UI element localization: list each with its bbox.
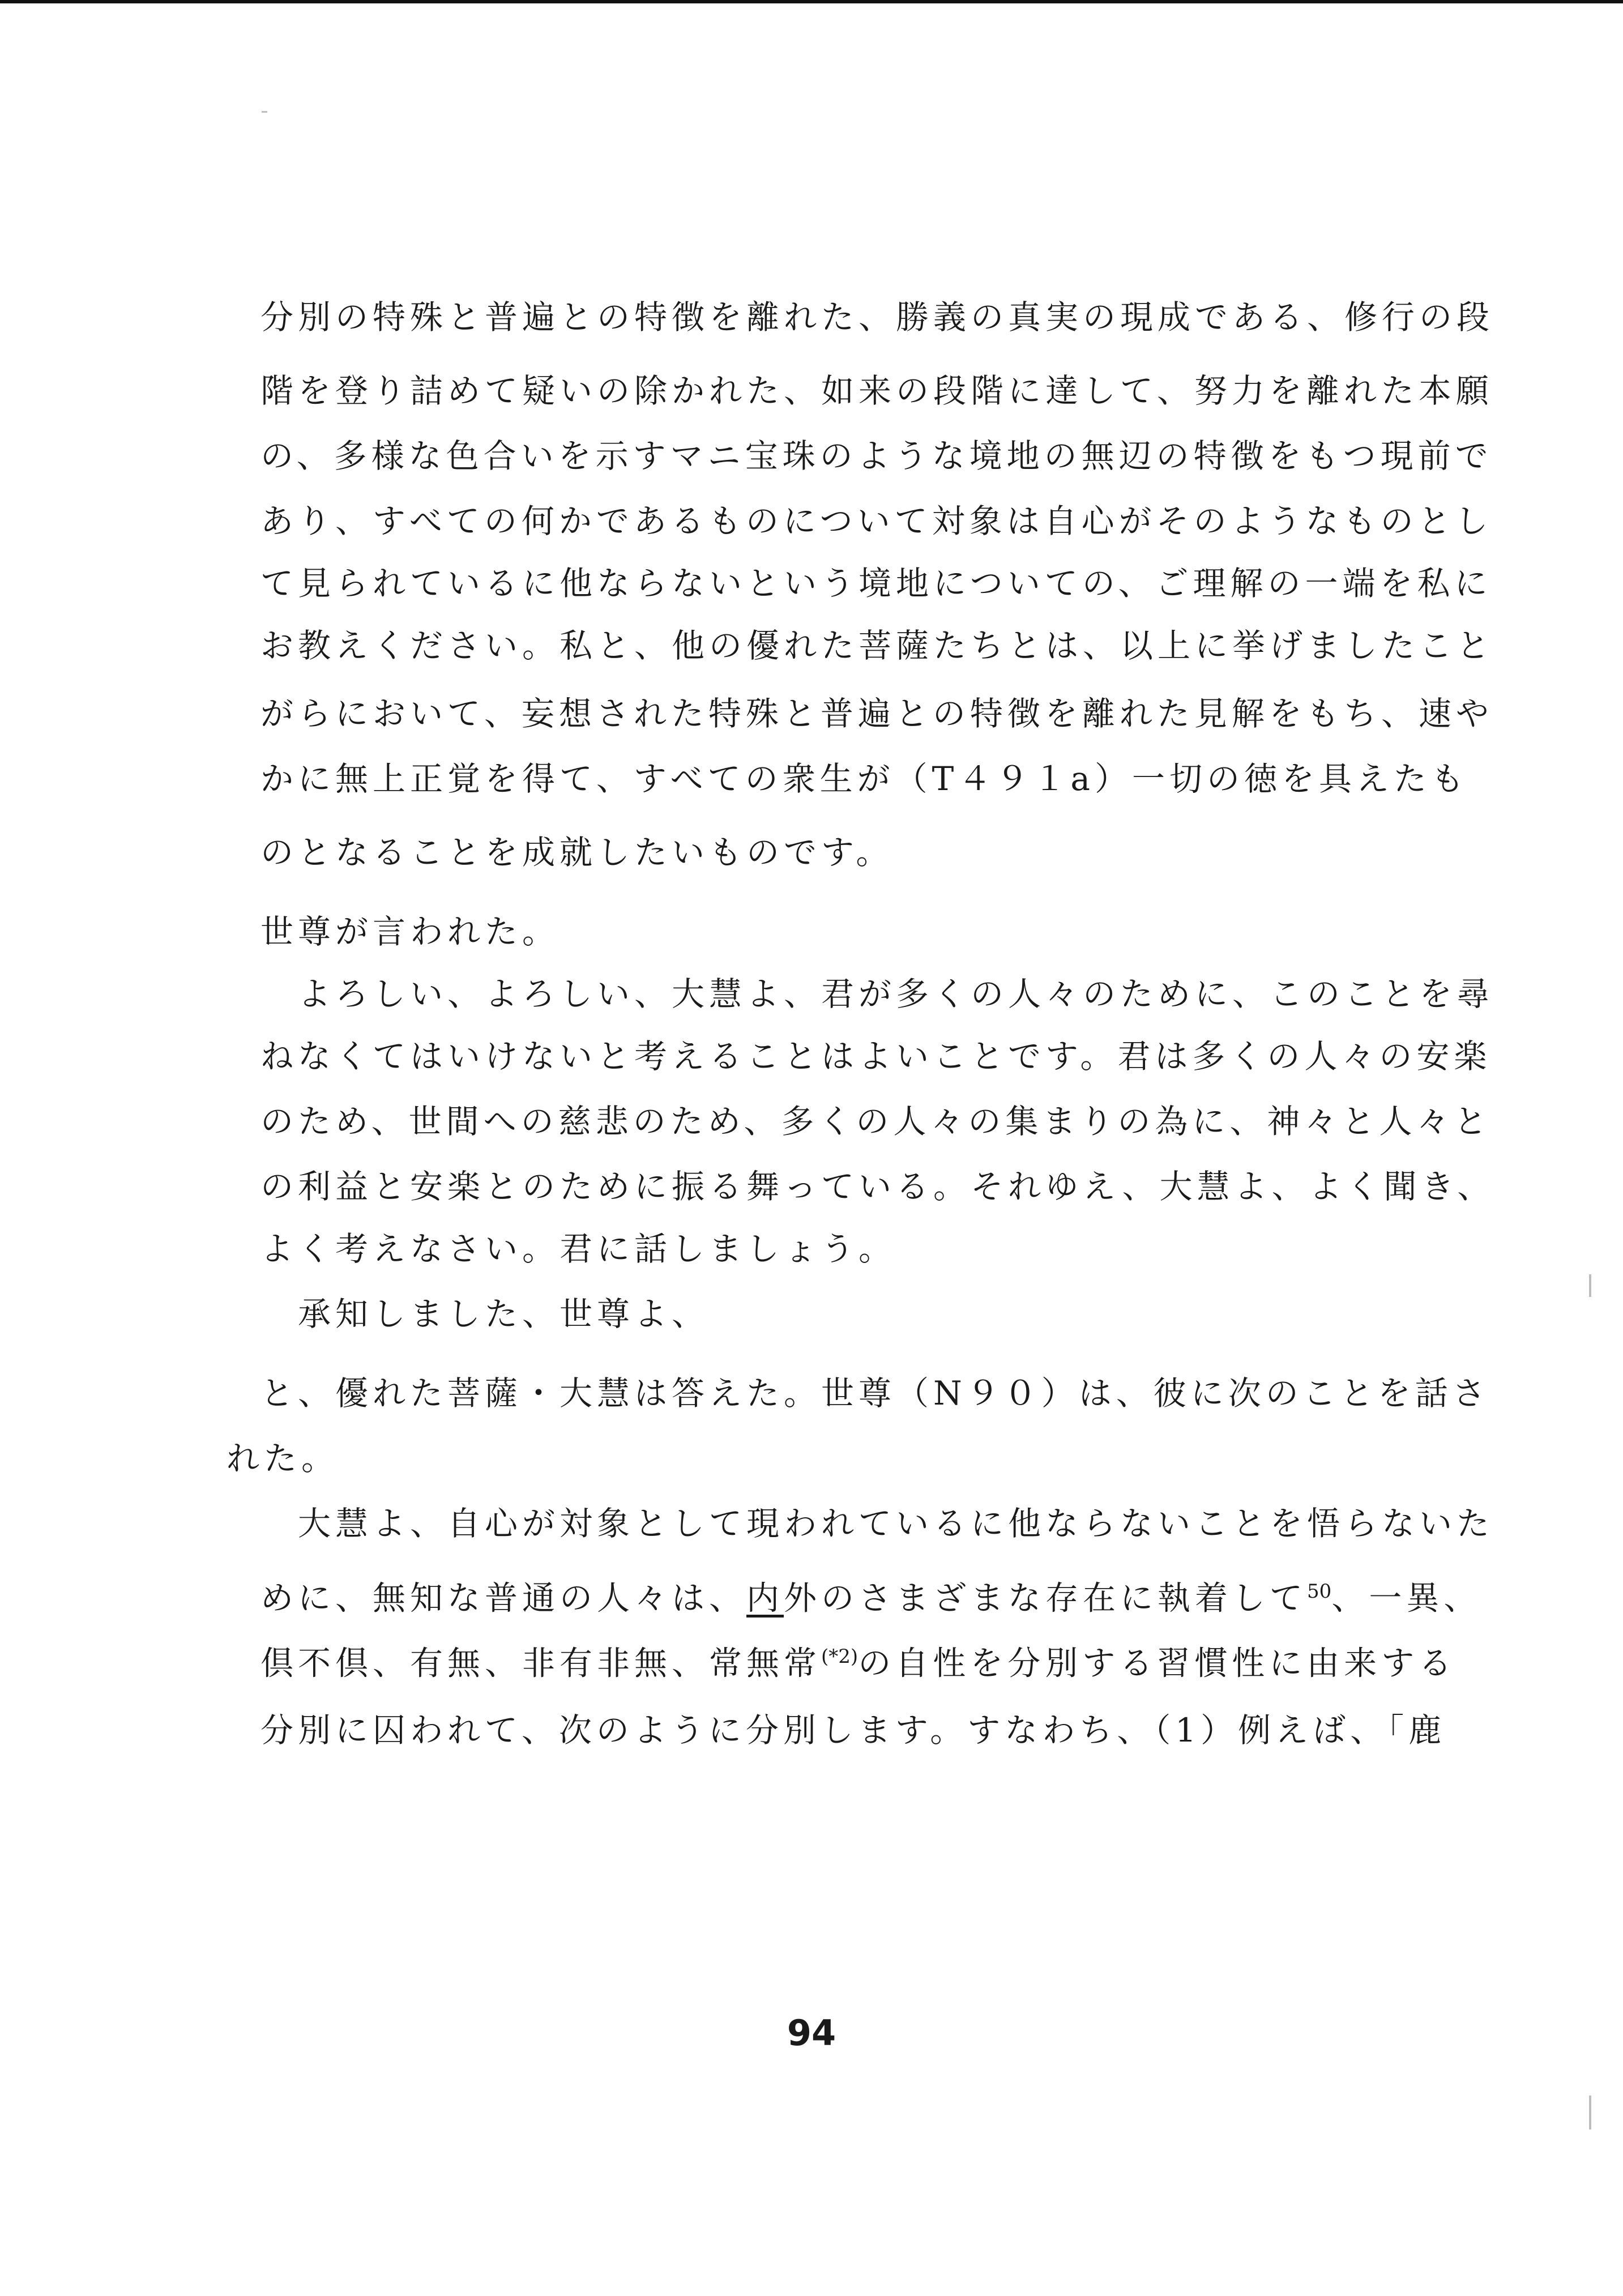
footnote-marker-50: 50 (1307, 1580, 1332, 1603)
text-line-17: と、優れた菩薩・大慧は答えた。世尊（N９０）は、彼に次のことを話さ (260, 1374, 1490, 1412)
text-line-19: 大慧よ、自心が対象として現われているに他ならないことを悟らないた (260, 1504, 1494, 1543)
page-number: 94 (787, 2012, 836, 2054)
text-line-20 (260, 1572, 1481, 1618)
scan-speck (1589, 1274, 1591, 1297)
page-top-border (0, 0, 1623, 3)
text-line-3: の、多様な色合いを示すマニ宝珠のような境地の無辺の特徴をもつ現前で (260, 437, 1493, 475)
line-21-after: の自性を分別する習慣性に由来する (858, 1644, 1457, 1683)
line-20-before: めに、無知な普通の人々は、 (260, 1578, 747, 1618)
text-line-16: 承知しました、世尊よ、 (260, 1295, 710, 1333)
text-line-8: かに無上正覚を得て、すべての衆生が（T４９１a）一切の徳を具えたも (260, 759, 1468, 798)
line-21-before: 倶不倶、有無、非有非無、常無常 (260, 1644, 822, 1683)
text-line-15: よく考えなさい。君に話しましょう。 (260, 1230, 896, 1268)
text-line-10: 世尊が言われた。 (260, 912, 560, 951)
text-line-12: ねなくてはいけないと考えることはよいことです。君は多くの人々の安楽 (260, 1037, 1492, 1076)
text-line-7: がらにおいて、妄想された特殊と普遍との特徴を離れた見解をもち、速や (260, 694, 1493, 733)
text-line-13: のため、世間への慈悲のため、多くの人々の集まりの為に、神々と人々と (260, 1102, 1492, 1141)
text-line-5: て見られているに他ならないという境地についての、ご理解の一端を私に (260, 564, 1492, 603)
text-line-18: れた。 (227, 1439, 339, 1478)
text-line-14: の利益と安楽とのために振る舞っている。それゆえ、大慧よ、よく聞き、 (260, 1167, 1495, 1206)
text-line-22: 分別に囚われて、次のように分別します。すなわち、（1）例えば、「鹿 (260, 1711, 1446, 1749)
text-line-11: よろしい、よろしい、大慧よ、君が多くの人々のために、このことを尋 (260, 975, 1494, 1013)
line-20-after: 外のさまざまな存在に執着して (784, 1578, 1308, 1618)
text-line-9: のとなることを成就したいものです。 (260, 833, 894, 872)
scan-speck (1589, 2096, 1591, 2129)
text-line-6: お教えください。私と、他の優れた菩薩たちとは、以上に挙げましたこと (260, 626, 1494, 665)
text-line-4: あり、すべての何かであるものについて対象は自心がそのようなものとし (260, 502, 1493, 540)
text-line-1: 分別の特殊と普遍との特徴を離れた、勝義の真実の現成である、修行の段 (260, 298, 1494, 336)
underlined-char: 内 (746, 1578, 784, 1618)
text-line-21 (260, 1637, 1456, 1683)
text-line-2: 階を登り詰めて疑いの除かれた、如来の段階に達して、努力を離れた本願 (260, 372, 1493, 410)
scan-speck (262, 111, 267, 113)
note-marker-star-2: (*2) (821, 1645, 859, 1668)
line-20-tail: 、一異、 (1331, 1578, 1481, 1618)
